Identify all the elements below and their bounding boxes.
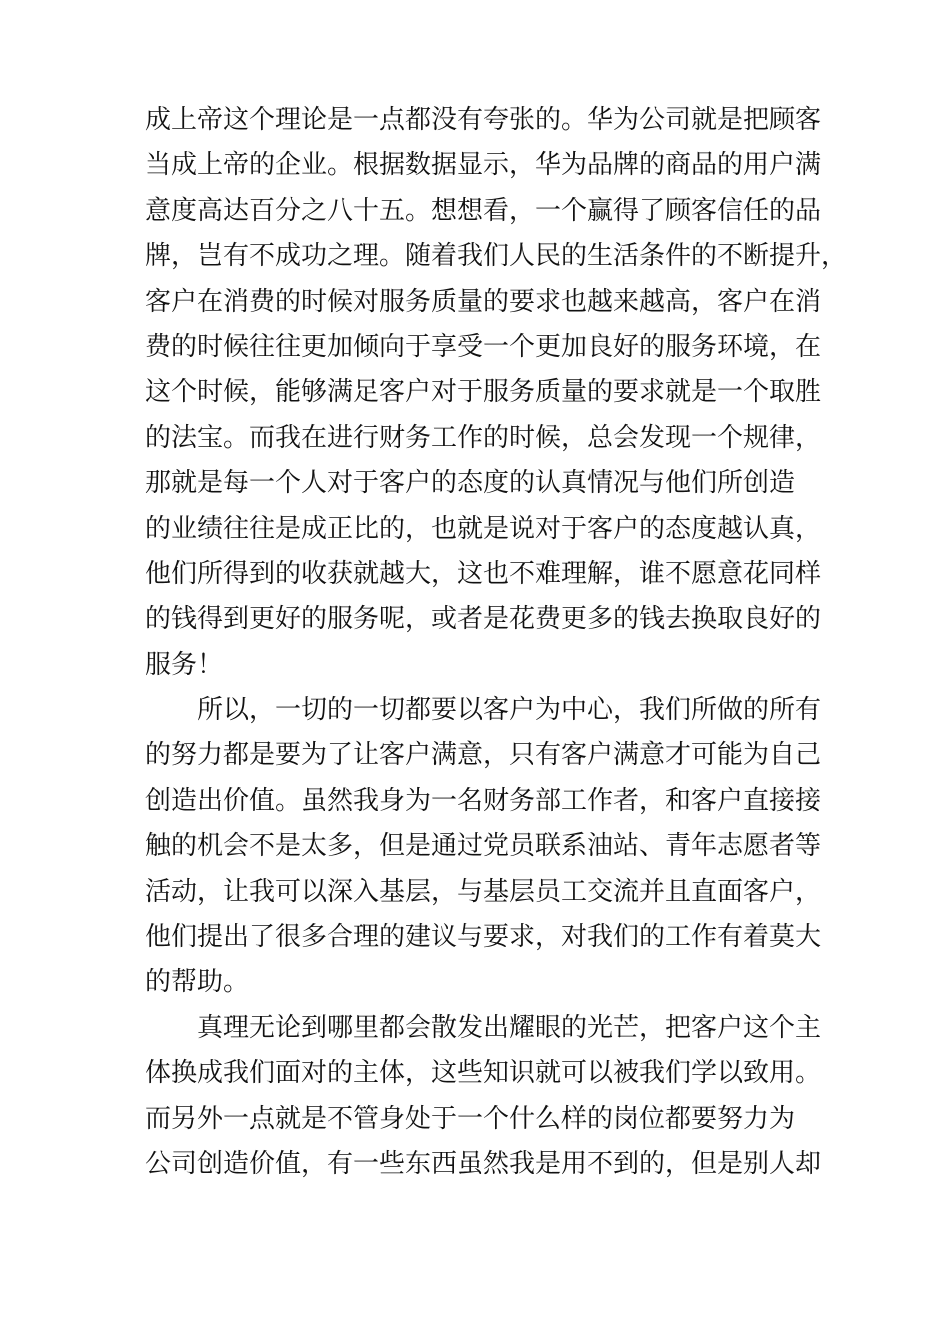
text-line: 牌，岂有不成功之理。随着我们人民的生活条件的不断提升， — [145, 241, 848, 272]
text-line: 费的时候往往更加倾向于享受一个更加良好的服务环境，在 — [145, 331, 822, 362]
text-line: 的业绩往往是成正比的，也就是说对于客户的态度越认真， — [145, 513, 822, 544]
text-line: 他们提出了很多合理的建议与要求，对我们的工作有着莫大 — [145, 922, 822, 953]
text-line: 创造出价值。虽然我身为一名财务部工作者，和客户直接接 — [145, 785, 822, 816]
text-line: 成上帝这个理论是一点都没有夸张的。华为公司就是把顾客 — [145, 105, 822, 135]
text-line: 这个时候，能够满足客户对于服务质量的要求就是一个取胜 — [145, 377, 822, 408]
text-line: 活动，让我可以深入基层，与基层员工交流并且直面客户， — [145, 876, 822, 907]
text-line: 触的机会不是太多，但是通过党员联系油站、青年志愿者等 — [145, 831, 822, 862]
text-line: 而另外一点就是不管身处于一个什么样的岗位都要努力为 — [145, 1103, 796, 1134]
text-line: 客户在消费的时候对服务质量的要求也越来越高，客户在消 — [145, 286, 822, 317]
body-text — [145, 98, 848, 1187]
text-line: 当成上帝的企业。根据数据显示，华为品牌的商品的用户满 — [145, 150, 822, 181]
paragraph-start-line: 所以，一切的一切都要以客户为中心，我们所做的所有 — [197, 695, 822, 726]
text-line: 的帮助。 — [145, 967, 250, 998]
text-line: 服务！ — [145, 649, 224, 680]
text-line: 意度高达百分之八十五。想想看，一个赢得了顾客信任的品 — [145, 195, 822, 226]
paragraph-start-line: 真理无论到哪里都会散发出耀眼的光芒，把客户这个主 — [197, 1012, 822, 1043]
text-line: 那就是每一个人对于客户的态度的认真情况与他们所创造 — [145, 468, 796, 499]
text-line: 的钱得到更好的服务呢，或者是花费更多的钱去换取良好的 — [145, 604, 822, 635]
text-line: 公司创造价值，有一些东西虽然我是用不到的，但是别人却 — [145, 1148, 822, 1179]
text-line: 体换成我们面对的主体，这些知识就可以被我们学以致用。 — [145, 1058, 822, 1089]
text-line: 的努力都是要为了让客户满意，只有客户满意才可能为自己 — [145, 740, 822, 771]
text-line: 的法宝。而我在进行财务工作的时候，总会发现一个规律， — [145, 422, 822, 453]
text-line: 他们所得到的收获就越大，这也不难理解，谁不愿意花同样 — [145, 558, 822, 589]
